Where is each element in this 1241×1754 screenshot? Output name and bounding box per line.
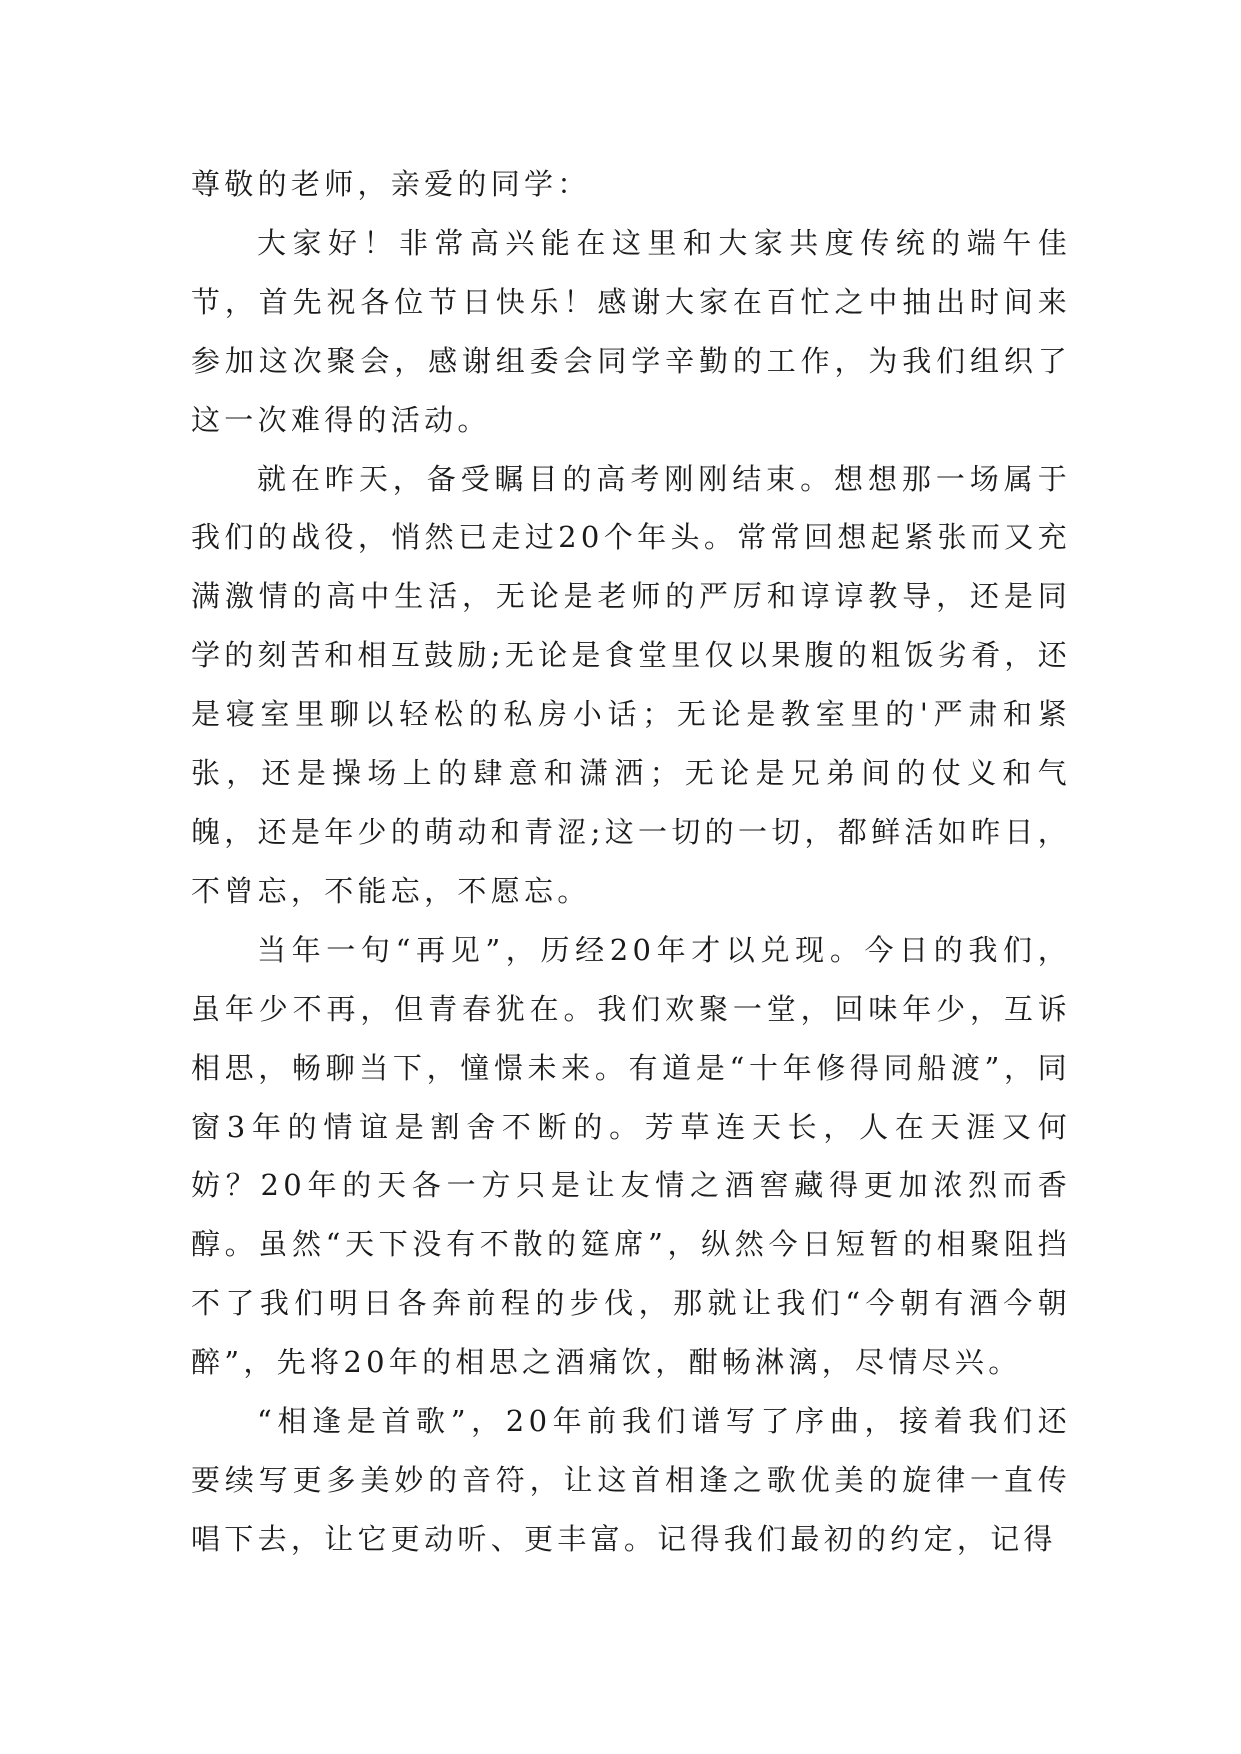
paragraph-song: “相逢是首歌”，20年前我们谱写了序曲，接着我们还要续写更多美妙的音符，让这首相逢之歌优美的旋律一直传唱下去，让它更动听、更丰富。记得我们最初的约定，记得 <box>191 1404 1071 1556</box>
paragraph-reunion: 当年一句“再见”，历经20年才以兑现。今日的我们，虽年少不再，但青春犹在。我们欢聚一堂，回味年少，互诉相思，畅聊当下，憧憬未来。有道是“十年修得同船渡”，同窗3年的情谊是割舍不断的。芳草连天长，人在天涯又何妨？20年的天各一方只是让友情之酒窖藏得更加浓烈而香醇。虽然“天下没有不散的筵席”，纵然今日短暂的相聚阻挡不了我们明日各奔前程的步伐，那就让我们“今朝有酒今朝醉”，先将20年的相思之酒痛饮，酣畅淋漓，尽情尽兴。 <box>191 932 1071 1380</box>
speech-body <box>191 155 1071 1569</box>
paragraph-memories: 就在昨天，备受瞩目的高考刚刚结束。想想那一场属于我们的战役，悄然已走过20个年头。常常回想起紧张而又充满激情的高中生活，无论是老师的严厉和谆谆教导，还是同学的刻苦和相互鼓励;无论是食堂里仅以果腹的粗饭劣肴，还是寝室里聊以轻松的私房小话；无论是教室里的'严肃和紧张，还是操场上的肆意和潇洒；无论是兄弟间的仗义和气魄，还是年少的萌动和青涩;这一切的一切，都鲜活如昨日，不曾忘，不能忘，不愿忘。 <box>191 461 1071 908</box>
salutation: 尊敬的老师，亲爱的同学： <box>191 167 591 201</box>
paragraph-greeting: 大家好！非常高兴能在这里和大家共度传统的端午佳节，首先祝各位节日快乐！感谢大家在百忙之中抽出时间来参加这次聚会，感谢组委会同学辛勤的工作，为我们组织了这一次难得的活动。 <box>191 225 1071 437</box>
